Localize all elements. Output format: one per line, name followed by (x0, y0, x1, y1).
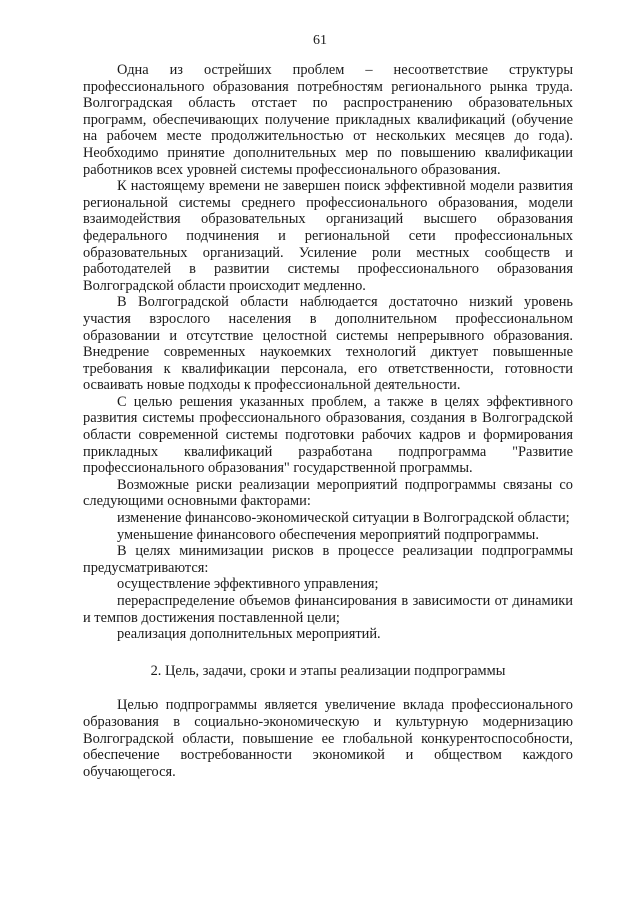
minimization-measure-item: реализация дополнительных мероприятий. (117, 626, 381, 643)
risk-factor-item: уменьшение финансового обеспечения мероприятий подпрограммы. (117, 526, 539, 543)
paragraph-risks-intro: Возможные риски реализации мероприятий подпрограммы связаны со следующими основными факторами: (83, 476, 573, 510)
section-heading: 2. Цель, задачи, сроки и этапы реализации подпрограммы (150, 662, 506, 679)
risk-factor-item: изменение финансово-экономической ситуации в Волгоградской области; (117, 510, 570, 527)
paragraph-adult-participation: В Волгоградской области наблюдается достаточно низкий уровень участия взрослого населения в дополнительном профессиональном образовании и отсутствие целостной системы непрерывного образования. Внедрение современных наукоемких технологий диктует повышенные требования к квалификации персонала, его ответственности, готовности осваивать новые подходы к профессиональной деятельности. (83, 294, 573, 394)
paragraph-model-search: К настоящему времени не завершен поиск эффективной модели развития региональной системы среднего профессионального образования, модели взаимодействия образовательных организаций высшего образования федерального подчинения и региональной сети профессиональных образовательных организаций. Усиление роли местных сообществ и работодателей в развитии системы профессионального образования Волгоградской области происходит медленно. (83, 178, 573, 294)
page-number: 61 (313, 33, 327, 48)
paragraph-goal: Целью подпрограммы является увеличение вклада профессионального образования в социально-экономическую и культурную модернизацию Волгоградской области, повышение ее глобальной конкурентоспособности, обеспечение востребованности экономикой и обществом каждого обучающегося. (83, 697, 573, 780)
minimization-measure-item: осуществление эффективного управления; (117, 576, 379, 593)
minimization-measure-item: перераспределение объемов финансирования в зависимости от динамики и темпов достижения поставленной цели; (83, 593, 573, 626)
paragraph-mismatch-problem: Одна из острейших проблем – несоответствие структуры профессионального образования потребностям регионального рынка труда. Волгоградская область отстает по распространению образовательных программ, обеспечивающих получение прикладных квалификаций (обучение на рабочем месте продолжительностью от нескольких месяцев до года). Необходимо принятие дополнительных мер по повышению квалификации работников всех уровней системы профессионального образования. (83, 62, 573, 178)
paragraph-minimization-intro: В целях минимизации рисков в процессе реализации подпрограммы предусматриваются: (83, 543, 573, 576)
body-text (83, 62, 573, 780)
paragraph-subprogram-purpose: С целью решения указанных проблем, а также в целях эффективного развития системы профессионального образования, создания в Волгоградской области современной системы подготовки рабочих кадров и формирования прикладных квалификаций разработана подпрограмма "Развитие профессионального образования" государственной программы. (83, 393, 573, 477)
